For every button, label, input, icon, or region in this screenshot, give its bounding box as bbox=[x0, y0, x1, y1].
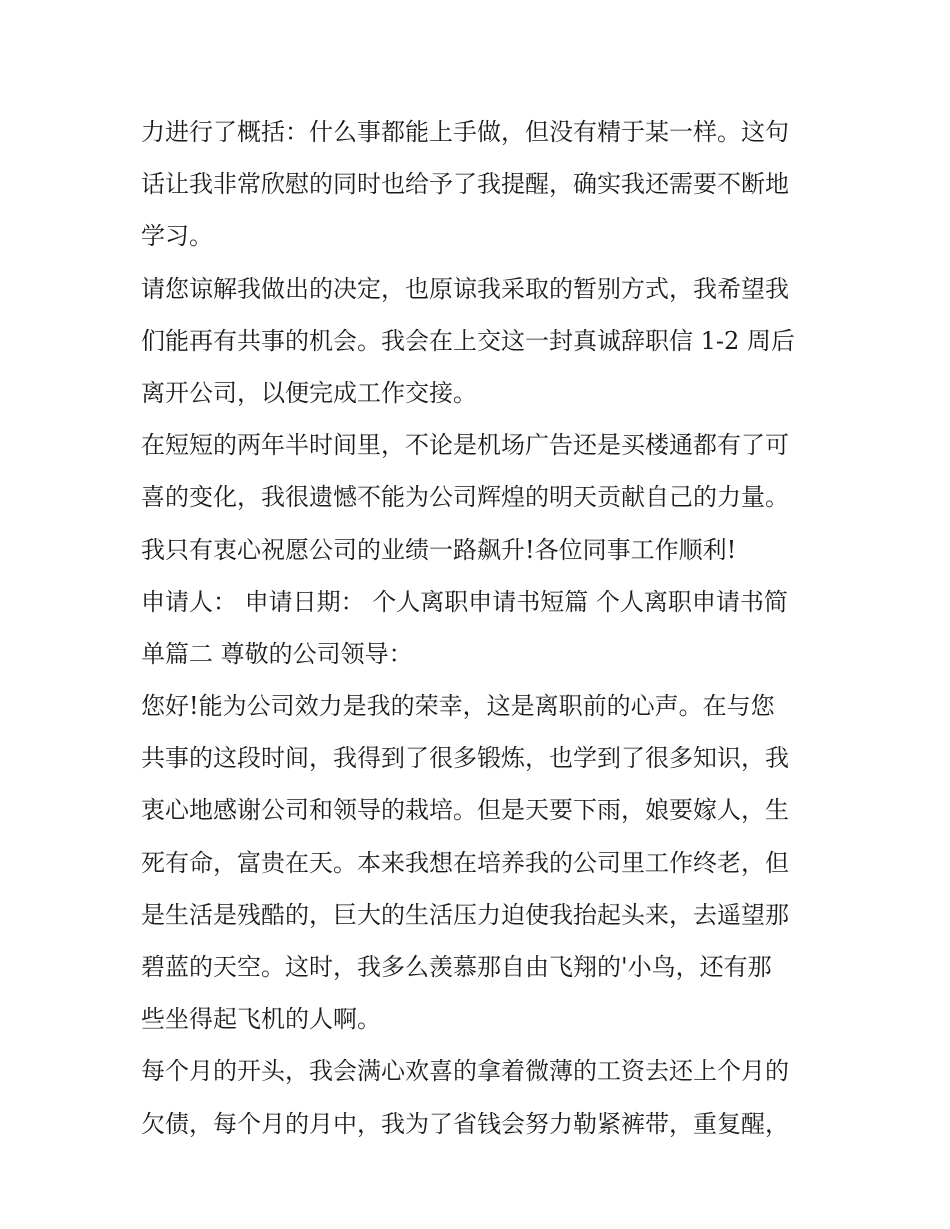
text-line: 我只有衷心祝愿公司的业绩一路飙升!各位同事工作顺利! bbox=[141, 535, 737, 564]
text-line: 喜的变化，我很遗憾不能为公司辉煌的明天贡献自己的力量。 bbox=[141, 483, 789, 512]
text-line: 欠债，每个月的月中，我为了省钱会努力勒紧裤带，重复醒， bbox=[141, 1109, 789, 1138]
text-line: 们能再有共事的机会。我会在上交这一封真诚辞职信 1-2 周后 bbox=[141, 326, 795, 355]
text-line: 碧蓝的天空。这时，我多么羡慕那自由飞翔的'小鸟，还有那 bbox=[141, 953, 772, 981]
text-line: 单篇二 尊敬的公司领导： bbox=[141, 639, 413, 668]
text-line: 共事的这段时间，我得到了很多锻炼，也学到了很多知识，我 bbox=[141, 744, 789, 773]
text-line: 离开公司，以便完成工作交接。 bbox=[141, 378, 477, 407]
text-line: 请您谅解我做出的决定，也原谅我采取的暂别方式，我希望我 bbox=[141, 274, 789, 303]
document-body bbox=[141, 106, 813, 1150]
text-line: 在短短的两年半时间里，不论是机场广告还是买楼通都有了可 bbox=[141, 431, 789, 460]
text-line: 衷心地感谢公司和领导的栽培。但是天要下雨，娘要嫁人，生 bbox=[141, 796, 789, 825]
text-line: 些坐得起飞机的人啊。 bbox=[141, 1005, 381, 1034]
text-line: 您好!能为公司效力是我的荣幸，这是离职前的心声。在与您 bbox=[141, 692, 775, 721]
text-line: 是生活是残酷的，巨大的生活压力迫使我抬起头来，去遥望那 bbox=[141, 900, 789, 929]
text-line: 死有命，富贵在天。本来我想在培养我的公司里工作终老，但 bbox=[141, 848, 789, 877]
text-line: 学习。 bbox=[141, 222, 213, 251]
text-line: 申请人： 申请日期： 个人离职申请书短篇 个人离职申请书简 bbox=[141, 587, 788, 616]
text-line: 力进行了概括：什么事都能上手做，但没有精于某一样。这句 bbox=[141, 118, 789, 146]
text-line: 话让我非常欣慰的同时也给予了我提醒，确实我还需要不断地 bbox=[141, 170, 789, 199]
text-line: 每个月的开头，我会满心欢喜的拿着微薄的工资去还上个月的 bbox=[141, 1057, 789, 1086]
